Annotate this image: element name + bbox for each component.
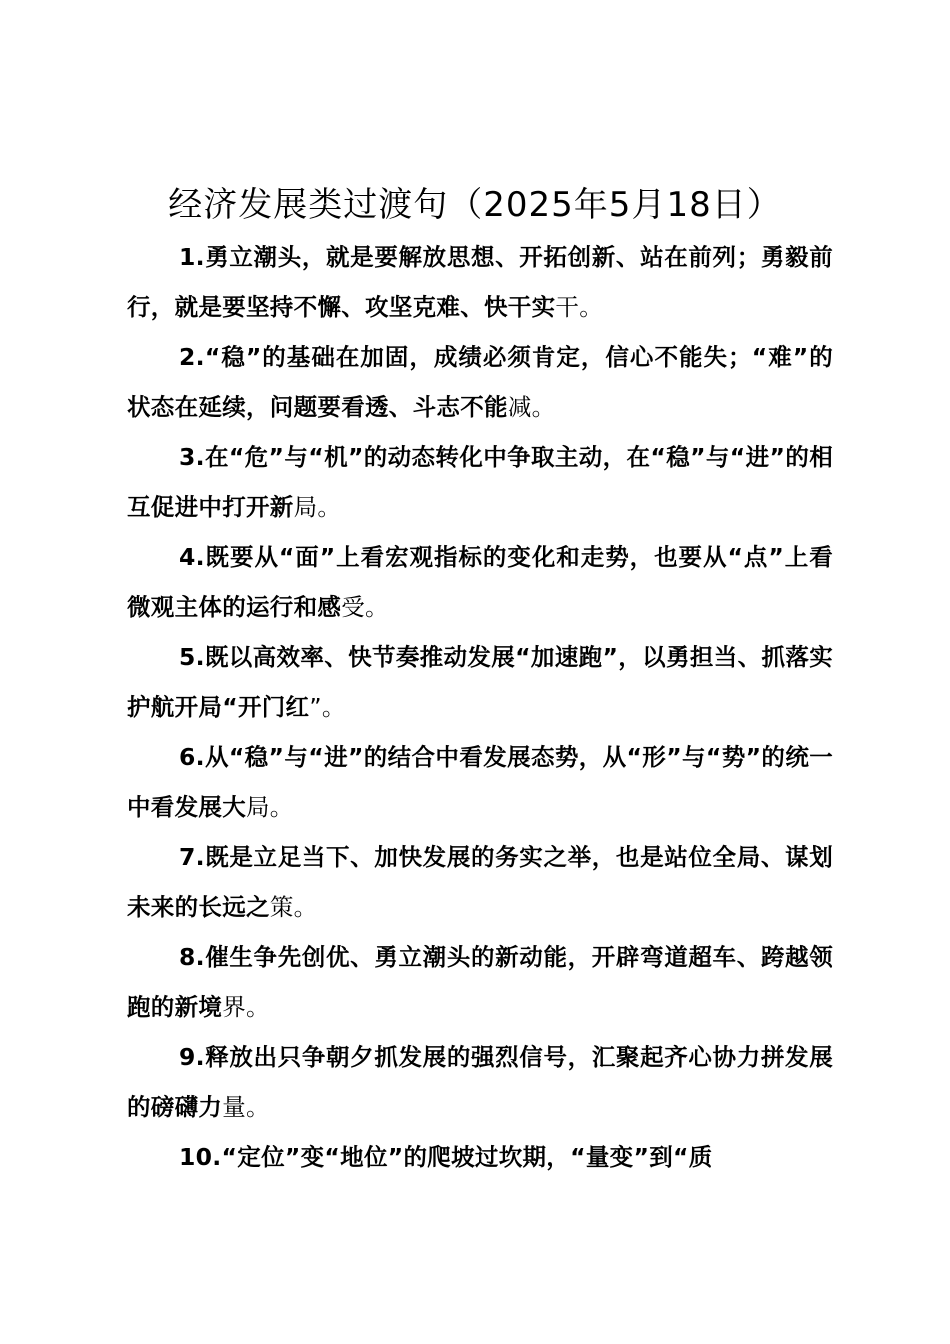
paragraph-1-tail: 干。 xyxy=(555,293,604,321)
paragraph-3 xyxy=(127,432,833,532)
paragraph-8-tail: 界。 xyxy=(222,993,270,1021)
document-body xyxy=(127,232,833,1182)
paragraph-10 xyxy=(127,1132,833,1182)
paragraph-4-text: 4.既要从“面”上看宏观指标的变化和走势，也要从“点”上看微观主体的运行和感 xyxy=(127,543,833,621)
paragraph-2-text: 2.“稳”的基础在加固，成绩必须肯定，信心不能失；“难”的状态在延续，问题要看透、斗志不能 xyxy=(127,343,833,421)
paragraph-3-tail: 局。 xyxy=(293,493,342,521)
paragraph-2-tail: 减。 xyxy=(507,393,556,421)
paragraph-7-text: 7.既是立足当下、加快发展的务实之举，也是站位全局、谋划未来的长远之 xyxy=(127,843,833,921)
paragraph-5-tail: ”。 xyxy=(309,693,346,721)
paragraph-3-text: 3.在“危”与“机”的动态转化中争取主动，在“稳”与“进”的相互促进中打开新 xyxy=(127,443,833,521)
paragraph-6 xyxy=(127,732,833,832)
paragraph-1-text: 1.勇立潮头，就是要解放思想、开拓创新、站在前列；勇毅前行，就是要坚持不懈、攻坚克难、快干实 xyxy=(127,243,833,321)
document-title: 经济发展类过渡句（2025年5月18日） xyxy=(168,185,782,225)
paragraph-9-tail: 量。 xyxy=(222,1093,270,1121)
paragraph-8-text: 8.催生争先创优、勇立潮头的新动能，开辟弯道超车、跨越领跑的新境 xyxy=(127,943,833,1021)
paragraph-2 xyxy=(127,332,833,432)
paragraph-10-text: 10.“定位”变“地位”的爬坡过坎期，“量变”到“质 xyxy=(179,1143,713,1171)
paragraph-9 xyxy=(127,1032,833,1132)
paragraph-7 xyxy=(127,832,833,932)
paragraph-5 xyxy=(127,632,833,732)
paragraph-9-text: 9.释放出只争朝夕抓发展的强烈信号，汇聚起齐心协力拼发展的磅礴力 xyxy=(127,1043,833,1121)
paragraph-4-tail: 受。 xyxy=(341,593,389,621)
paragraph-6-tail: 局。 xyxy=(246,793,294,821)
paragraph-8 xyxy=(127,932,833,1032)
paragraph-4 xyxy=(127,532,833,632)
paragraph-5-text: 5.既以高效率、快节奏推动发展“加速跑”，以勇担当、抓落实护航开局“开门红 xyxy=(127,643,833,721)
paragraph-7-tail: 策。 xyxy=(269,893,318,921)
paragraph-6-text: 6.从“稳”与“进”的结合中看发展态势，从“形”与“势”的统一中看发展大 xyxy=(127,743,833,821)
paragraph-1 xyxy=(127,232,833,332)
